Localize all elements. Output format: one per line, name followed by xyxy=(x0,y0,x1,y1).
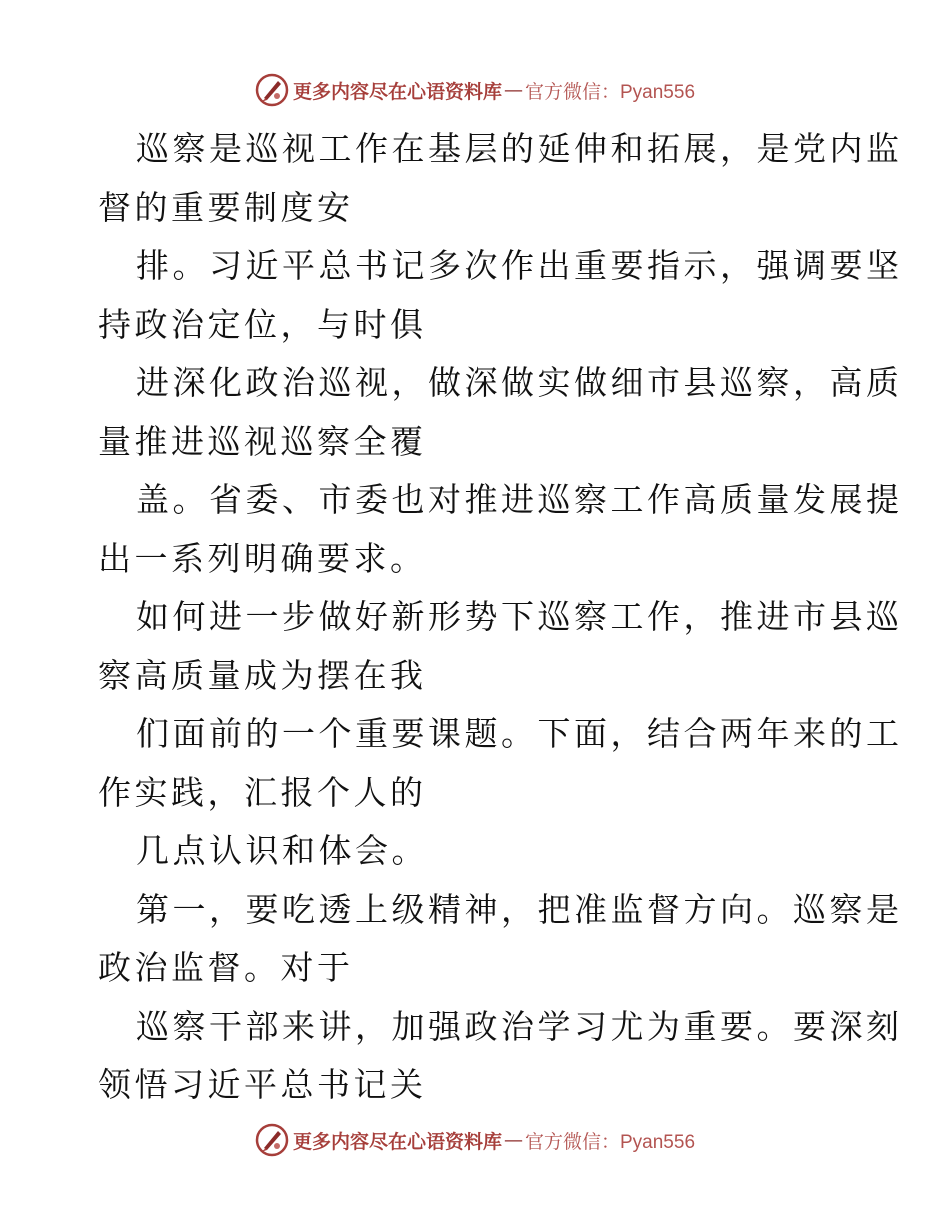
text-line: 几点认识和体会。 xyxy=(136,831,428,870)
text-line: 们面前的一个重要课题。下面，结合两年来的工 xyxy=(136,714,903,753)
quill-pen-logo-icon xyxy=(255,1123,289,1157)
text-line: 出一系列明确要求。 xyxy=(98,538,427,578)
watermark-contact: 官方微信：Pyan556 xyxy=(525,1131,696,1153)
text-line: 作实践，汇报个人的 xyxy=(98,772,427,812)
watermark-site-text: 更多内容尽在心语资料库 xyxy=(292,1130,502,1153)
text-line: 督的重要制度安 xyxy=(98,187,354,227)
text-line: 进深化政治巡视，做深做实做细市县巡察，高质 xyxy=(136,363,903,402)
watermark-separator: — xyxy=(504,79,523,101)
text-line: 排。习近平总书记多次作出重要指示，强调要坚 xyxy=(136,246,903,285)
quill-pen-logo-icon xyxy=(255,73,289,107)
text-line: 察高质量成为摆在我 xyxy=(98,655,427,695)
watermark-separator: — xyxy=(504,1129,523,1151)
text-line: 如何进一步做好新形势下巡察工作，推进市县巡 xyxy=(136,597,903,636)
footer-watermark xyxy=(0,1120,950,1160)
text-line: 领悟习近平总书记关 xyxy=(98,1065,427,1104)
text-line: 政治监督。对于 xyxy=(98,948,354,987)
watermark-site-text: 更多内容尽在心语资料库 xyxy=(292,80,502,103)
text-line: 量推进巡视巡察全覆 xyxy=(98,421,427,461)
text-line: 巡察干部来讲，加强政治学习尤为重要。要深刻 xyxy=(136,1006,903,1046)
text-line: 盖。省委、市委也对推进巡察工作高质量发展提 xyxy=(136,480,903,519)
watermark-contact: 官方微信：Pyan556 xyxy=(525,81,696,103)
text-line: 第一，要吃透上级精神，把准监督方向。巡察是 xyxy=(136,889,903,929)
text-line: 巡察是巡视工作在基层的延伸和拓展，是党内监 xyxy=(136,129,903,168)
document-body xyxy=(98,120,903,1115)
text-line: 持政治定位，与时俱 xyxy=(98,304,427,344)
header-watermark xyxy=(0,70,950,110)
